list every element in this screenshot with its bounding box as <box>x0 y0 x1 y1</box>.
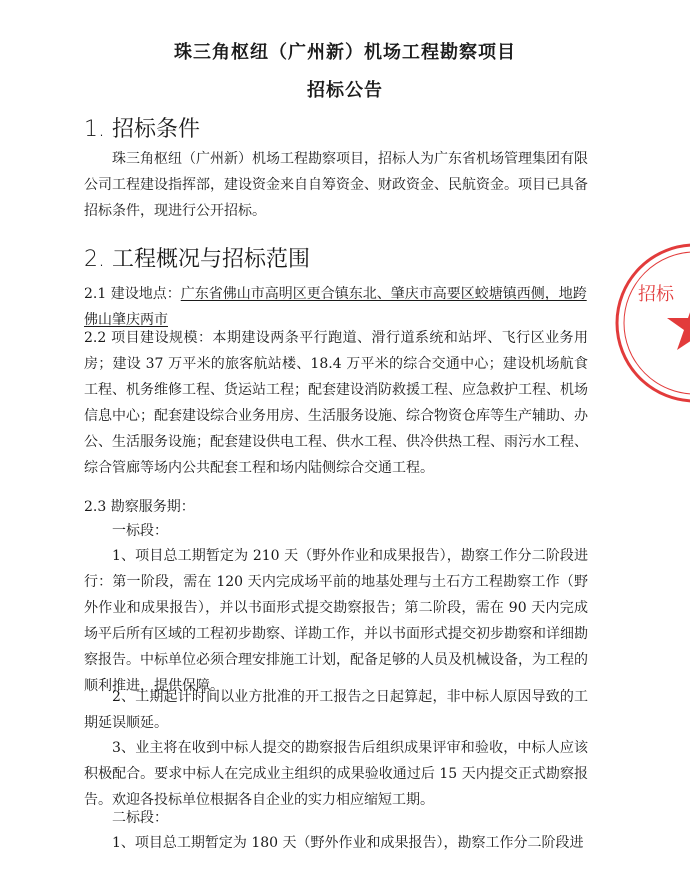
section1-heading: 1. 招标条件 <box>84 117 200 142</box>
seal-text: 招标 <box>638 284 674 305</box>
location-label: 2.1 建设地点： <box>84 286 181 302</box>
document-subtitle: 招标公告 <box>307 80 383 101</box>
location-value: 广东省佛山市高明区更合镇东北、肇庆市高要区蛟塘镇西侧，地跨佛山肇庆两市 <box>84 286 587 328</box>
lot2-label: 二标段： <box>112 810 168 826</box>
lot1-item2: 2、工期起计时间以业方批准的开工报告之日起算起，非中标人原因导致的工期延误顺延。 <box>84 689 588 731</box>
scale-paragraph: 2.2 项目建设规模：本期建设两条平行跑道、滑行道系统和站坪、飞行区业务用房；建设 37 万平米的旅客航站楼、18.4 万平米的综合交通中心；建设机场航食工程、机务维修工程、货运站工程；配套建设消防救援工程、应急救护工程、机场信息中心；配套建设综合业务用房、生活服务设施、综合物资仓库等生产辅助、办公、生活服务设施；配套建设供电工程、供水工程、供冷供热工程、雨污水工程、综合管廊等场内公共配套工程和场内陆侧综合交通工程。 <box>84 330 588 476</box>
seal-star <box>667 298 690 350</box>
official-seal <box>610 238 690 408</box>
lot1-label: 一标段： <box>112 523 168 539</box>
lot1-item3: 3、业主将在收到中标人提交的勘察报告后组织成果评审和验收，中标人应该积极配合。要求中标人在完成业主组织的成果验收通过后 15 天内提交正式勘察报告。欢迎各投标单位根据各自企业的实力相应缩短工期。 <box>84 740 588 808</box>
lot1-item1: 1、项目总工期暂定为 210 天（野外作业和成果报告），勘察工作分二阶段进行：第一阶段，需在 120 天内完成场平前的地基处理与土石方工程勘察工作（野外作业和成果报告），并以书面形式提交勘察报告；第二阶段，需在 90 天内完成场平后所有区域的工程初步勘察、详勘工作，并以书面形式提交初步勘察和详细勘察报告。中标单位必须合理安排施工计划，配备足够的人员及机械设备，为工程的顺利推进，提供保障。 <box>84 548 588 694</box>
lot2-item1: 1、项目总工期暂定为 180 天（野外作业和成果报告），勘察工作分二阶段进 <box>112 835 584 851</box>
section2-heading: 2. 工程概况与招标范围 <box>84 247 310 272</box>
section1-body: 珠三角枢纽（广州新）机场工程勘察项目，招标人为广东省机场管理集团有限公司工程建设指挥部，建设资金来自自筹资金、财政资金、民航资金。项目已具备招标条件，现进行公开招标。 <box>84 151 588 219</box>
document-title: 珠三角枢纽（广州新）机场工程勘察项目 <box>174 42 516 63</box>
period-heading: 2.3 勘察服务期： <box>84 499 195 515</box>
